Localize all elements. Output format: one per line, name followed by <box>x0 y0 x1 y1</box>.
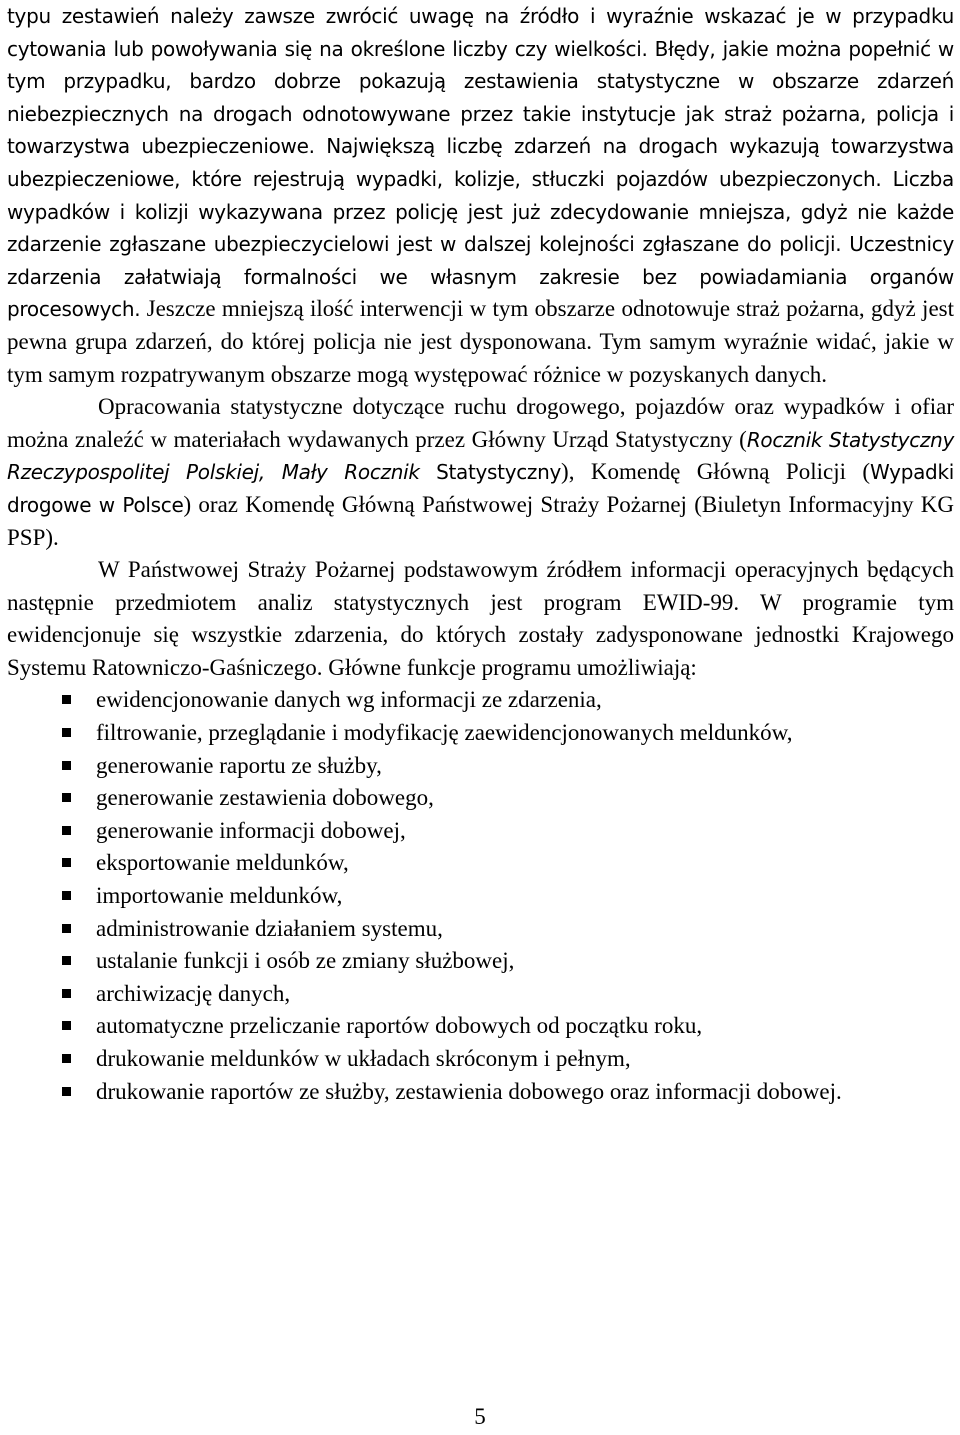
list-item-text: automatyczne przeliczanie raportów dobowych od początku roku, <box>96 1013 703 1039</box>
paragraph-statistical-publications <box>7 391 954 554</box>
publication-title-wypadki: Wypadki drogowe w Polsce <box>7 460 954 517</box>
list-item <box>7 1076 954 1109</box>
square-bullet-icon <box>62 891 71 900</box>
square-bullet-icon <box>62 1054 71 1063</box>
square-bullet-icon <box>62 1087 71 1096</box>
list-item-text: filtrowanie, przeglądanie i modyfikację zaewidencjonowanych meldunków, <box>96 720 793 746</box>
program-functions-list <box>7 684 954 1108</box>
page-number: 5 <box>474 1404 486 1429</box>
publication-title-rocznik: Rocznik Statystyczny Rzeczypospolitej Polskiej, Mały Rocznik <box>7 427 954 485</box>
list-item-text: generowanie raportu ze służby, <box>96 752 382 778</box>
list-item-text: ewidencjonowanie danych wg informacji ze zdarzenia, <box>96 687 602 713</box>
square-bullet-icon <box>62 1021 71 1030</box>
paragraph-text-serif: Jeszcze mniejszą ilość interwencji w tym obszarze odnotowuje straż pożarna, gdyż jest pewna grupa zdarzeń, do której policja nie jest dysponowana. Tym samym wyraźnie widać, jakie w tym samym rozpatrywanym obszarze mogą występować różnice w pozyskanych danych. <box>7 296 954 387</box>
square-bullet-icon <box>62 695 71 704</box>
paragraph-ewid-99: W Państwowej Straży Pożarnej podstawowym źródłem informacji operacyjnych będących następnie przedmiotem analiz statystycznych jest program EWID-99. W programie tym ewidencjonuje się wszystkie zdarzenia, do których zostały zadysponowane jednostki Krajowego Systemu Ratowniczo-Gaśniczego. Główne funkcje programu umożliwiają: <box>7 557 954 680</box>
square-bullet-icon <box>62 858 71 867</box>
list-item <box>7 1043 954 1076</box>
square-bullet-icon <box>62 793 71 802</box>
list-item-text: ustalanie funkcji i osób ze zmiany służbowej, <box>96 948 515 974</box>
list-item <box>7 684 954 717</box>
list-item <box>7 815 954 848</box>
square-bullet-icon <box>62 728 71 737</box>
list-item <box>7 945 954 978</box>
document-page <box>7 0 954 1108</box>
list-item <box>7 750 954 783</box>
list-item <box>7 717 954 750</box>
square-bullet-icon <box>62 924 71 933</box>
list-item-text: archiwizację danych, <box>96 980 291 1006</box>
list-item-text: generowanie zestawienia dobowego, <box>96 785 434 811</box>
list-item <box>7 1010 954 1043</box>
list-item <box>7 782 954 815</box>
list-item-text: importowanie meldunków, <box>96 883 343 909</box>
list-item <box>7 978 954 1011</box>
paragraph-statistics-sources <box>7 0 954 391</box>
list-item-text: drukowanie raportów ze służby, zestawienia dobowego oraz informacji dobowej. <box>96 1078 842 1104</box>
square-bullet-icon <box>62 956 71 965</box>
list-item-text: administrowanie działaniem systemu, <box>96 915 443 941</box>
list-item-text: drukowanie meldunków w układach skróconym i pełnym, <box>96 1046 631 1071</box>
publication-title-biuletyn: Biuletyn Informacyjny KG PSP <box>7 491 955 550</box>
publications-mid-text-2: ) oraz Komendę Główną Państwowej Straży Pożarnej ( <box>183 491 702 517</box>
list-item-text: eksportowanie meldunków, <box>96 850 349 876</box>
list-item-text: generowanie informacji dobowej, <box>96 817 406 843</box>
list-item <box>7 913 954 946</box>
square-bullet-icon <box>62 761 71 770</box>
publications-end-text: ). <box>45 524 59 550</box>
list-item <box>7 880 954 913</box>
square-bullet-icon <box>62 826 71 835</box>
publication-title-statystyczny: Statystyczny <box>436 460 562 485</box>
paragraph-text-sans: typu zestawień należy zawsze zwrócić uwagę na źródło i wyraźnie wskazać je w przypadku cytowania lub powoływania się na określone liczby czy wielkości. Błędy, jakie można popełnić w tym przypadku, bardzo dobrze pokazują zestawienia statystyczne w obszarze zdarzeń niebezpiecznych na drogach odnotowywane przez takie instytucje jak straż pożarna, policja i towarzystwa ubezpieczeniowe. Największą liczbę zdarzeń na drogach wykazują towarzystwa ubezpieczeniowe, które rejestrują wypadki, kolizje, stłuczki pojazdów ubezpieczonych. Liczba wypadków i kolizji wykazywana przez policję jest już zdecydowanie mniejsza, gdyż nie każde zdarzenie zgłaszane ubezpieczycielowi jest w dalszej kolejności zgłaszane do policji. Uczestnicy zdarzenia załatwiają formalności we własnym zakresie bez powiadamiania organów procesowych. <box>7 4 954 322</box>
publications-lead-text: Opracowania statystyczne dotyczące ruchu drogowego, pojazdów oraz wypadków i ofiar można znaleźć w materiałach wydawanych przez Główny Urząd Statystyczny ( <box>7 394 954 452</box>
list-item <box>7 847 954 880</box>
square-bullet-icon <box>62 989 71 998</box>
publications-mid-text-1: ), Komendę Główną Policji ( <box>561 459 871 485</box>
